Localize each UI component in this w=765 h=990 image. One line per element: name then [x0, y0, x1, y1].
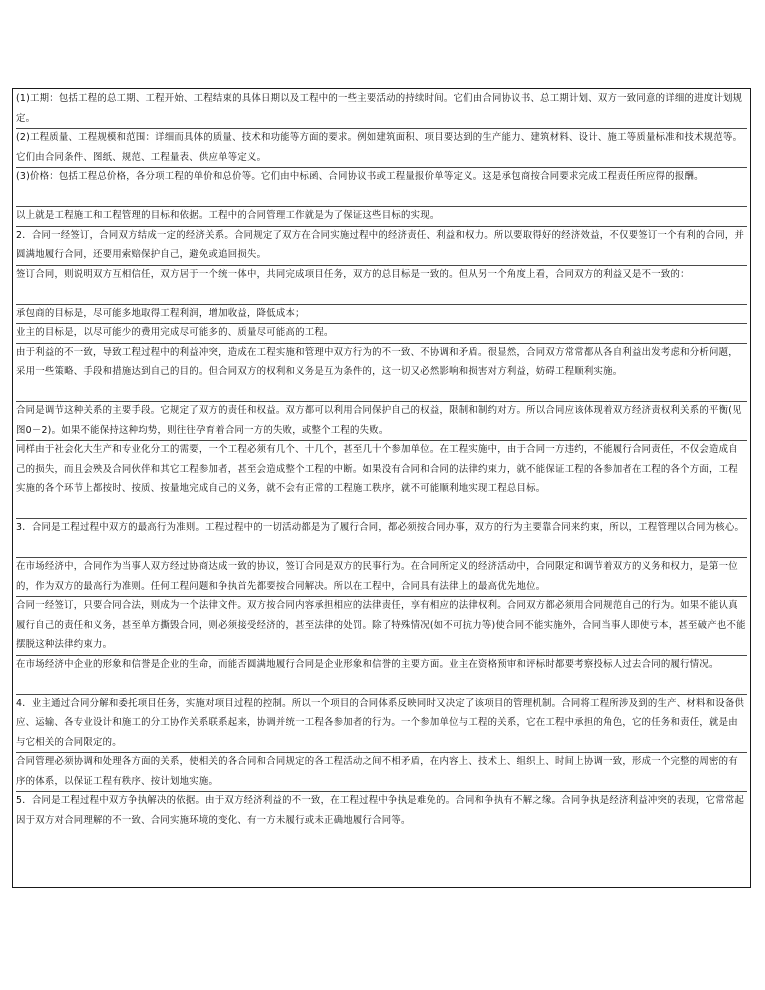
paragraph-quality-scope: (2)工程质量、工程规模和范围：详细而具体的质量、技术和功能等方面的要求。例如建筑面积、项目要达到的生产能力、建筑材料、设计、施工等质量标准和技术规范等。它们由合同条件、图纸、规范、工程量表、供应单等定义。 — [16, 128, 747, 168]
document-text-frame — [12, 88, 751, 888]
paragraph-task-delegation: 4．业主通过合同分解和委托项目任务，实施对项目过程的控制。所以一个项目的合同体系反映同时又决定了该项目的管理机制。合同将工程所涉及到的生产、材料和设备供应、运输、各专业设计和施工的分工协作关系联系起来，协调并统一工程各参加者的行为。一个参加单位与工程的关系，它在工程中承担的角色，它的任务和责任，就是由与它相关的合同限定的。 — [16, 694, 747, 754]
paragraph-price: (3)价格：包括工程总价格，各分项工程的单价和总价等。它们由中标函、合同协议书或工程量报价单等定义。这是承包商按合同要求完成工程责任所应得的报酬。 — [16, 167, 747, 207]
paragraph-legal-document: 合同一经签订，只要合同合法，则成为一个法律文件。双方按合同内容承担相应的法律责任，享有相应的法律权利。合同双方都必须用合同规范自己的行为。如果不能认真履行自己的责任和义务，甚至单方撕毁合同，则必须接受经济的，甚至法律的处罚。除了特殊情况(如不可抗力等)使合同不能实施外，合同当事人即使亏本，甚至破产也不能摆脱这种法律约束力。 — [16, 596, 747, 656]
paragraph-trust-and-conflict: 签订合同，则说明双方互相信任，双方居于一个统一体中，共同完成项目任务，双方的总目标是一致的。但从另一个角度上看，合同双方的利益又是不一致的： — [16, 265, 747, 305]
paragraph-regulation-means: 合同是调节这种关系的主要手段。它规定了双方的责任和权益。双方都可以利用合同保护自己的权益，限制和制约对方。所以合同应该体现着双方经济责权利关系的平衡(见图0－2)。如果不能保持这种均势，则往往孕育着合同一方的失败，或整个工程的失败。 — [16, 401, 747, 441]
paragraph-objectives-summary: 以上就是工程施工和工程管理的目标和依据。工程中的合同管理工作就是为了保证这些目标的实现。 — [16, 206, 747, 227]
paragraph-interest-conflict: 由于利益的不一致，导致工程过程中的利益冲突，造成在工程实施和管理中双方行为的不一致、不协调和矛盾。很显然，合同双方常常都从各自利益出发考虑和分析问题，采用一些策略、手段和措施达到自己的目的。但合同双方的权利和义务是互为条件的，这一切又必然影响和损害对方利益，妨碍工程顺利实施。 — [16, 343, 747, 403]
paragraph-schedule: (1)工期：包括工程的总工期、工程开始、工程结束的具体日期以及工程中的一些主要活动的持续时间。它们由合同协议书、总工期计划、双方一致同意的详细的进度计划规定。 — [16, 89, 747, 129]
paragraph-division-of-labor: 同样由于社会化大生产和专业化分工的需要，一个工程必须有几个、十几个，甚至几十个参加单位。在工程实施中，由于合同一方违约，不能履行合同责任，不仅会造成自己的损失，而且会殃及合同伙伴和其它工程参加者，甚至会造成整个工程的中断。如果没有合同和合同的法律约束力，就不能保证工程的各参加者在工程的各个方面，工程实施的各个环节上都按时、按质、按量地完成自己的义务，就不会有正常的工程施工秩序，就不可能顺利地实现工程总目标。 — [16, 440, 747, 519]
paragraph-coordination: 合同管理必须协调和处理各方面的关系，使相关的各合同和合同规定的各工程活动之间不相矛盾，在内容上、技术上、组织上、时间上协调一致，形成一个完整的周密的有序的体系，以保证工程有秩序、按计划地实施。 — [16, 752, 747, 792]
paragraph-economic-relation: 2．合同一经签订，合同双方结成一定的经济关系。合同规定了双方在合同实施过程中的经济责任、利益和权力。所以要取得好的经济效益，不仅要签订一个有利的合同，并圆满地履行合同，还要用索赔保护自己，避免或追回损失。 — [16, 226, 747, 266]
paragraph-market-economy: 在市场经济中，合同作为当事人双方经过协商达成一致的协议，签订合同是双方的民事行为。在合同所定义的经济活动中，合同限定和调节着双方的义务和权力，是第一位的，作为双方的最高行为准则。任何工程问题和争执首先都要按合同解决。所以在工程中，合同具有法律上的最高优先地位。 — [16, 557, 747, 597]
paragraph-contractor-goal: 承包商的目标是，尽可能多地取得工程利润，增加收益，降低成本； — [16, 304, 747, 325]
paragraph-highest-code: 3．合同是工程过程中双方的最高行为准则。工程过程中的一切活动都是为了履行合同，都必须按合同办事，双方的行为主要靠合同来约束，所以，工程管理以合同为核心。 — [16, 518, 747, 558]
paragraph-owner-goal: 业主的目标是，以尽可能少的费用完成尽可能多的、质量尽可能高的工程。 — [16, 323, 747, 344]
paragraph-reputation: 在市场经济中企业的形象和信誉是企业的生命，而能否圆满地履行合同是企业形象和信誉的主要方面。业主在资格预审和评标时都要考察投标人过去合同的履行情况。 — [16, 655, 747, 695]
paragraph-dispute-resolution: 5．合同是工程过程中双方争执解决的依据。由于双方经济利益的不一致，在工程过程中争执是难免的。合同和争执有不解之缘。合同争执是经济利益冲突的表现，它常常起因于双方对合同理解的不一致、合同实施环境的变化、有一方未履行或未正确地履行合同等。 — [16, 795, 745, 826]
